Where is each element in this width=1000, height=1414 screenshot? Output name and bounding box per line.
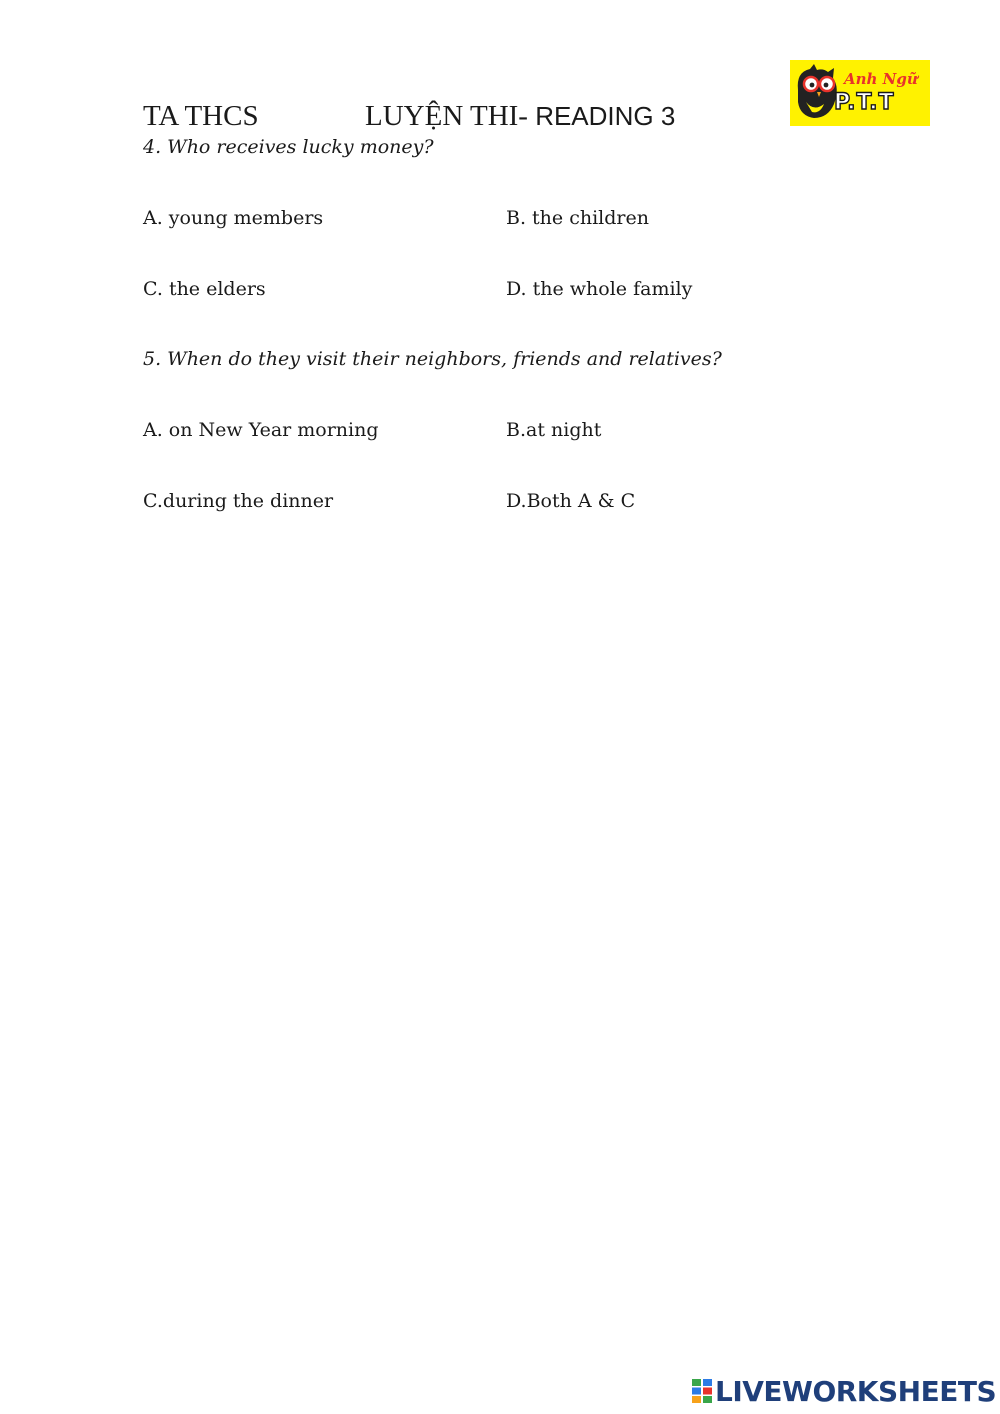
answer-option: C. the elders: [143, 278, 266, 300]
liveworksheets-logo-icon: [692, 1379, 712, 1403]
answer-option: A. on New Year morning: [143, 419, 379, 441]
logo-text: Anh Ngữ: [844, 70, 918, 88]
header-title-reading: READING 3: [527, 101, 676, 131]
answer-option: B. the children: [506, 207, 649, 229]
answer-option: D. the whole family: [506, 278, 693, 300]
liveworksheets-brand: LIVEWORKSHEETS: [715, 1374, 997, 1408]
page-header: [143, 98, 675, 134]
header-level: TA THCS: [143, 100, 259, 132]
header-title: LUYỆN THI-: [365, 100, 528, 132]
anh-ngu-ptt-logo: [790, 60, 930, 126]
logo-ptt: P.T.T: [834, 90, 895, 115]
answer-option: D.Both A & C: [506, 490, 636, 512]
answer-option: A. young members: [143, 207, 324, 229]
answer-option: B.at night: [506, 419, 602, 441]
question-prompt: 4. Who receives lucky money?: [143, 136, 434, 158]
liveworksheets-watermark: [692, 1374, 996, 1408]
question-prompt: 5. When do they visit their neighbors, friends and relatives?: [143, 348, 722, 370]
answer-option: C.during the dinner: [143, 490, 334, 512]
